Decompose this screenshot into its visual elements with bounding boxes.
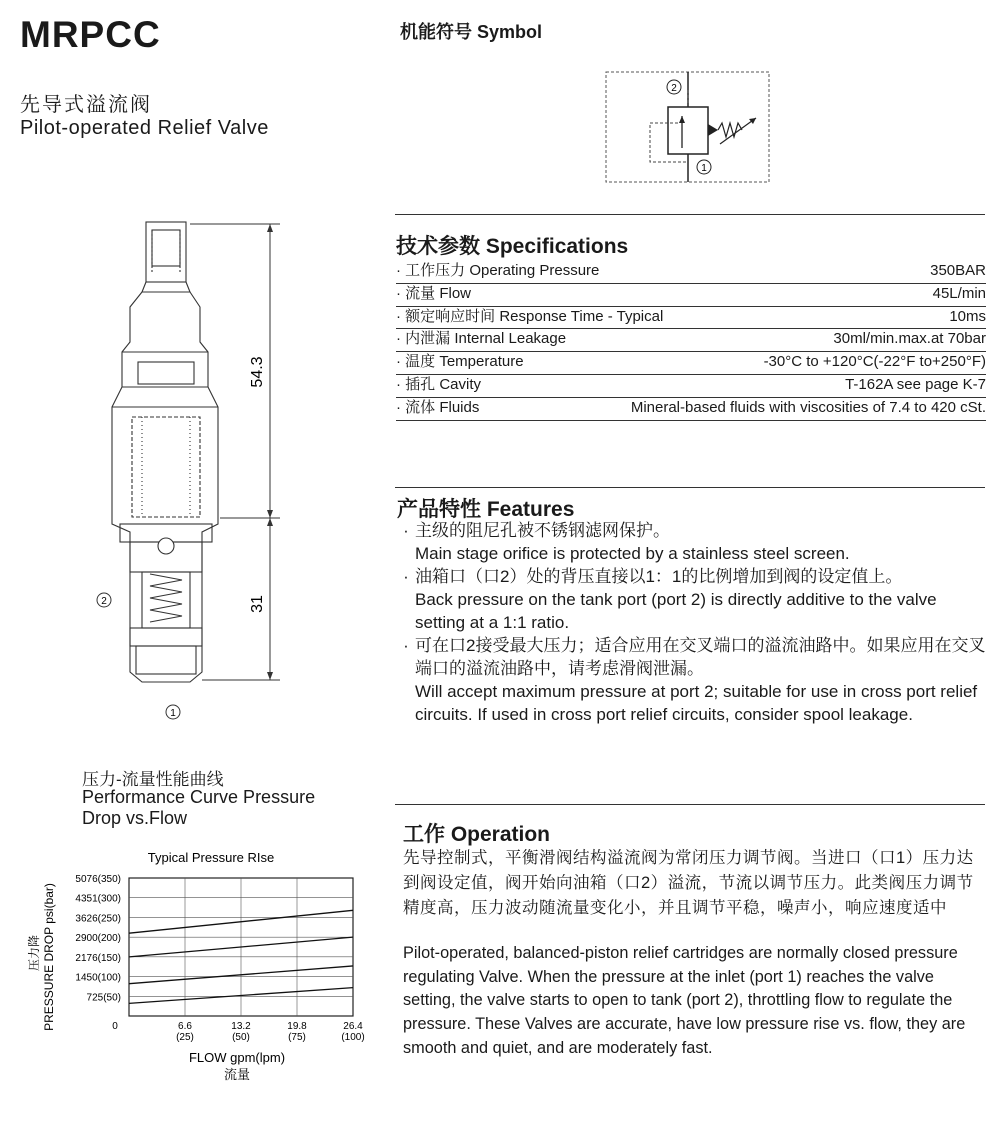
chart-xlabel: FLOW gpm(lpm) [188,1050,286,1065]
spec-value: Mineral-based fluids with viscosities of 7.4 to 420 cSt. [630,398,986,416]
drawing-port-1: 1 [170,708,176,719]
spec-label: · 工作压力 Operating Pressure [396,262,600,279]
symbol-heading: 机能符号 Symbol [400,22,543,42]
model-code: MRPCC [20,14,161,55]
chart-ylabel: PRESSURE DROP psi(bar) [42,883,56,1031]
spec-row [396,261,986,284]
cartridge-drawing [90,212,290,724]
chart-x-tick-sublabel: (100) [341,1032,365,1043]
feature-item [397,565,987,634]
chart-y-tick-label: 5076(350) [75,874,121,885]
spec-value: 350BAR [930,262,986,279]
chart-ylabel-cn: 压力降 [27,934,41,972]
feature-item [397,519,987,565]
spec-row [396,398,986,421]
features-heading: 产品特性 Features [397,498,575,521]
chart-xlabel-cn: 流量 [223,1067,251,1082]
performance-heading-cn: 压力-流量性能曲线 [82,770,224,789]
feature-text-en: Back pressure on the tank port (port 2) is directly additive to the valve setting at a 1:1 ratio. [415,590,937,632]
spec-label: · 温度 Temperature [396,353,524,371]
spec-value: 45L/min [932,284,986,302]
divider-top [395,214,985,215]
spec-row [396,284,986,307]
chart-x-tick-sublabel: (75) [288,1032,306,1043]
operation-text-cn: 先导控制式，平衡滑阀结构溢流阀为常闭压力调节阀。当进口（口1）压力达到阀设定值，阀开始向油箱（口2）溢流，节流以调节压力。此类阀压力调节精度高，压力波动随流量变化小，并且调节平稳，噪声小，响应速度适中 [403,849,974,917]
feature-text-en: Will accept maximum pressure at port 2; suitable for use in cross port relief circuits. If used in cross port relief circuits, consider spool leakage. [415,682,978,724]
title-english: Pilot-operated Relief Valve [20,117,269,139]
chart-x-tick-label: 13.2 [231,1021,251,1032]
chart-y-tick-label: 2176(150) [75,952,121,964]
feature-bullet: · [403,567,409,586]
chart-y-tick-label: 3626(250) [75,913,121,925]
performance-heading-en-2: Drop vs.Flow [82,808,188,828]
spec-row [396,352,986,375]
spec-value: 10ms [949,307,986,325]
divider-operation [395,804,985,805]
spec-label: · 流量 Flow [396,284,472,302]
spec-label: · 内泄漏 Internal Leakage [396,330,567,348]
spec-label: · 额定响应时间 Response Time - Typical [396,307,664,325]
chart-x-tick-label: 6.6 [178,1021,192,1032]
spec-value: T-162A see page K-7 [845,375,986,393]
spec-row [396,307,986,330]
chart-x-tick-label: 19.8 [287,1021,307,1032]
chart-y-tick-label: 2900(200) [75,933,121,945]
chart-title: Typical Pressure RIse [147,850,275,865]
operation-text-en: Pilot-operated, balanced-piston relief cartridges are normally closed pressure regulating Valve. When the pressure at the inlet (port 1) reaches the valve setting, the valve starts to open to tank (port 2), throttling flow to regulate the pressure. These Valves are accurate, have low pressure rise vs. flow, they are smooth and quiet, and are moderately fast. [403,944,966,1057]
operation-heading: 工作 Operation [403,823,551,846]
feature-bullet: · [403,521,409,540]
spec-label: · 流体 Fluids [396,398,480,416]
features-list [397,519,987,726]
spec-value: -30°C to +120°C(-22°F to+250°F) [763,353,986,371]
divider-features [395,487,985,488]
chart-y-tick-label: 4351(300) [75,893,121,905]
performance-heading-en-1: Performance Curve Pressure [82,787,316,807]
spec-label: · 插孔 Cavity [396,375,482,393]
drawing-port-2: 2 [101,596,107,607]
hydraulic-symbol [600,66,775,188]
dimension-upper: 54.3 [249,356,266,388]
feature-text-cn: 主级的阻尼孔被不锈钢滤网保护。 [415,521,670,540]
feature-text-cn: 可在口2接受最大压力；适合应用在交叉端口的溢流油路中。如果应用在交叉端口的溢流油路中，请考虑滑阀泄漏。 [415,636,986,678]
chart-y-tick-label: 1450(100) [75,972,121,984]
feature-item [397,634,987,726]
spec-row [396,375,986,398]
specifications-heading: 技术参数 Specifications [396,235,629,258]
chart-x-tick-label: 0 [112,1021,118,1032]
pilot-arrow-icon [708,124,718,136]
chart-x-tick-sublabel: (50) [232,1032,250,1043]
feature-bullet: · [403,636,409,655]
performance-chart [15,845,390,1090]
symbol-port-2: 2 [671,83,677,94]
dimension-lower: 31 [249,595,266,613]
title-chinese: 先导式溢流阀 [20,94,152,116]
symbol-port-1: 1 [701,163,707,174]
spec-row [396,329,986,352]
valve-body-symbol [668,107,708,154]
feature-text-en: Main stage orifice is protected by a stainless steel screen. [415,544,850,563]
spec-value: 30ml/min.max.at 70bar [833,330,986,348]
specifications-table [396,261,986,421]
chart-y-tick-label: 725(50) [86,992,121,1004]
chart-x-tick-sublabel: (25) [176,1032,194,1043]
feature-text-cn: 油箱口（口2）处的背压直接以1：1的比例增加到阀的设定值上。 [415,567,903,586]
chart-x-tick-label: 26.4 [343,1021,363,1032]
